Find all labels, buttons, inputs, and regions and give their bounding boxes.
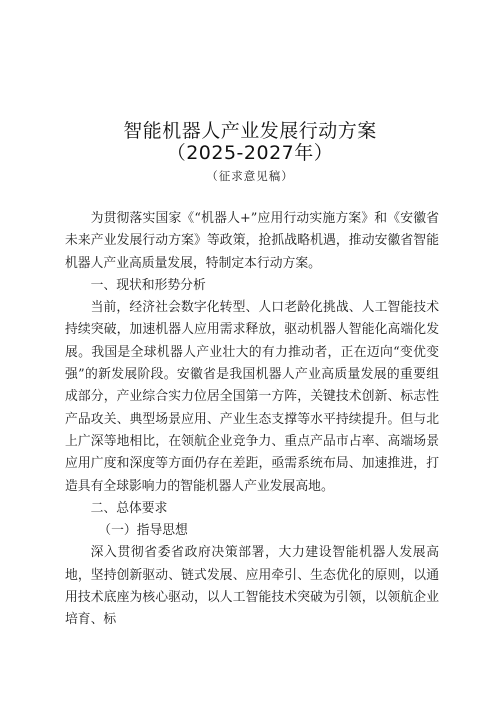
section2-subheading: （一）指导思想: [98, 523, 188, 539]
section1-paragraph: 当前，经济社会数字化转型、人口老龄化挑战、人工智能技术持续突破，加速机器人应用需求释放，驱动机器人智能化高端化发展。我国是全球机器人产业壮大的有力推动者，正在迈向“变优变强”的新发展阶段。安徽省是我国机器人产业高质量发展的重要组成部分，产业综合实力位居全国第一方阵，关键技术创新、标志性产品攻关、典型场景应用、产业生态支撑等水平持续提升。但与北上广深等地相比，在领航企业竞争力、重点产品市占率、高端场景应用广度和深度等方面仍存在差距，亟需系统布局、加速推进，打造具有全球影响力的智能机器人产业发展高地。: [65, 300, 439, 494]
document-body: [65, 208, 439, 632]
document-title-period: （2025-2027年）: [166, 142, 334, 164]
section2-paragraph: 深入贯彻省委省政府决策部署，大力建设智能机器人发展高地，坚持创新驱动、链式发展、应用牵引、生态优化的原则，以通用技术底座为核心驱动，以人工智能技术突破为引领，以领航企业培育、标: [65, 545, 439, 628]
intro-paragraph: 为贯彻落实国家《“机器人+”应用行动实施方案》和《安徽省未来产业发展行动方案》等政策，抢抓战略机遇，推动安徽省智能机器人产业高质量发展，特制定本行动方案。: [65, 211, 439, 271]
document-title: 智能机器人产业发展行动方案: [123, 120, 377, 142]
section1-heading: 一、现状和形势分析: [90, 277, 206, 293]
section2-heading: 二、总体要求: [90, 500, 168, 516]
document-subtitle: （征求意见稿）: [206, 169, 294, 183]
